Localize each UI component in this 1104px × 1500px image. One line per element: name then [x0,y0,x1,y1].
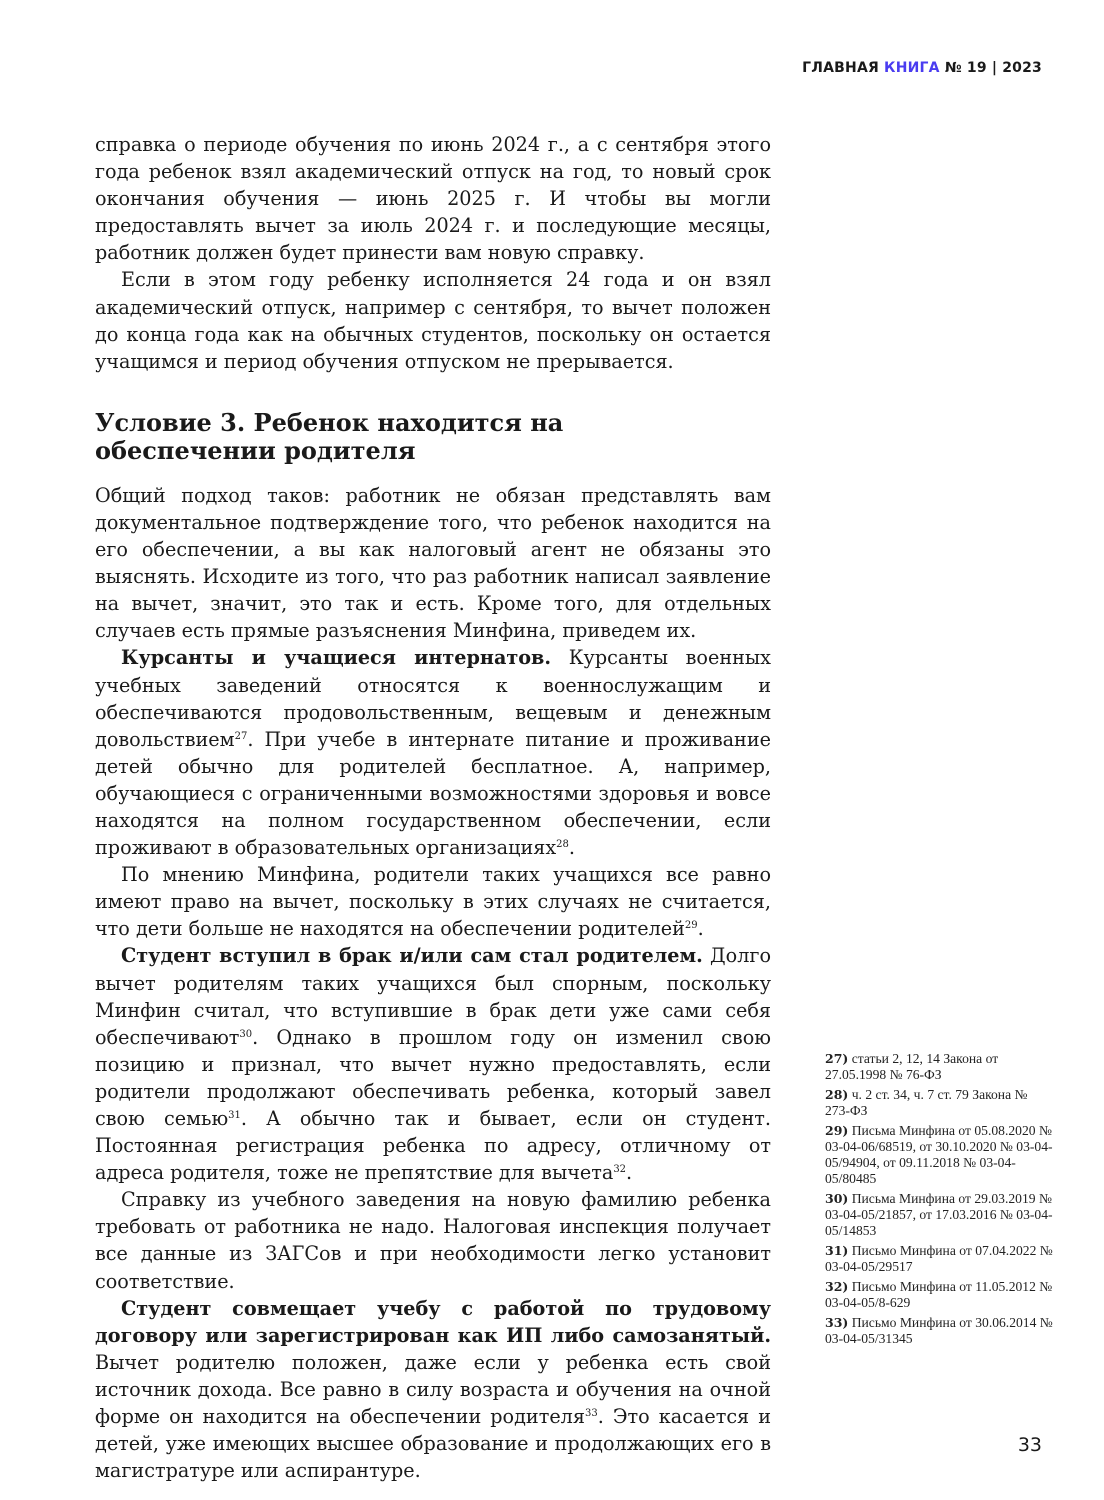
footnote-number: 31) [825,1243,849,1258]
footnote-ref[interactable]: 32 [613,1164,627,1176]
footnote-ref[interactable]: 33 [584,1408,598,1420]
footnote-number: 27) [825,1051,849,1066]
text: . При учебе в интернате питание и проживание детей обычно для родителей бесплатное. А, например, обучающиеся с ограниченными возможностями здоровья и вовсе находятся на полном государственном обеспечении, если проживают в образовательных организациях [95,727,771,860]
text: . Однако в прошлом году он изменил свою позицию и признал, что вычет нужно предоставлять, если родители продолжают обеспечивать ребенка, который завел свою семью [95,1025,771,1130]
paragraph: Если в этом году ребенку исполняется 24 года и он взял академический отпуск, например с сентября, то вычет положен до конца года как на обычных студентов, поскольку он остается учащимся и период обучения отпуском не прерывается. [95,268,771,373]
footnote [825,1191,1055,1239]
footnote-text: Письмо Минфина от 30.06.2014 № 03-04-05/31345 [825,1315,1053,1346]
footnote-text: статьи 2, 12, 14 Закона от 27.05.1998 № 76-ФЗ [825,1051,999,1082]
footnote-text: ч. 2 ст. 34, ч. 7 ст. 79 Закона № 273-ФЗ [825,1087,1028,1118]
paragraph-lead: Студент вступил в брак и/или сам стал родителем. [121,944,703,968]
text: Долго вычет родителям таких учащихся был спорным, поскольку Минфин считал, что вступившие в брак дети уже сами себя обеспечивают [95,944,772,1049]
footnote-ref[interactable]: 30 [239,1028,253,1040]
footnote-number: 32) [825,1279,849,1294]
footnote-ref[interactable]: 27 [234,730,248,742]
paragraph: справка о периоде обучения по июнь 2024 г., а с сентября этого года ребенок взял академический отпуск на год, то новый срок окончания обучения — июнь 2025 г. И чтобы вы могли предоставлять вычет за июль 2024 г. и последующие месяцы, работник должен будет принести вам новую справку. [95,133,771,265]
text: . [568,836,575,860]
footnote-number: 28) [825,1087,849,1102]
paragraph-lead: Студент совмещает учебу с работой по трудовому договору или зарегистрирован как ИП либо самозанятый. [95,1296,771,1347]
footnote [825,1279,1055,1311]
paragraph [95,1295,771,1485]
footnote [825,1087,1055,1119]
footnote-ref[interactable]: 28 [556,839,569,851]
page-number: 33 [1017,1434,1042,1456]
footnote-text: Письмо Минфина от 07.04.2022 № 03-04-05/29517 [825,1243,1053,1274]
paragraph-lead: Курсанты и учащиеся интернатов. [121,646,552,670]
text: Вычет родителю положен, даже если у ребенка есть свой источник дохода. Все равно в силу возраста и обучения на очной форме он находится на обеспечении родителя [95,1350,771,1429]
paragraph: Общий подход таков: работник не обязан представлять вам документальное подтверждение того, что ребенок находится на его обеспечении, а вы как налоговый агент не обязаны это выяснять. Исходите из того, что раз работник написал заявление на вычет, значит, это так и есть. Кроме того, для отдельных случаев есть прямые разъяснения Минфина, приведем их. [95,483,771,643]
text: Курсанты военных учебных заведений относятся к военнослужащим и обеспечиваются продовольственным, вещевым и денежным довольствием [95,646,771,751]
footnotes [825,1051,1055,1351]
article-body [95,131,771,1484]
text: . [626,1161,633,1185]
footnote-number: 30) [825,1191,849,1206]
footnote [825,1051,1055,1083]
footnote-text: Письмо Минфина от 11.05.2012 № 03-04-05/8-629 [825,1279,1053,1310]
footnote [825,1123,1055,1187]
text: . А обычно так и бывает, если он студент. Постоянная регистрация ребенка по адресу, отличному от адреса родителя, тоже не препятствие для вычета [95,1107,771,1185]
footnote [825,1315,1055,1347]
issue-number: № 19 | 2023 [944,60,1042,76]
text: По мнению Минфина, родители таких учащихся все равно имеют право на вычет, поскольку в этих случаях не считается, что дети больше не находятся на обеспечении родителей [95,863,771,941]
brand-name: ГЛАВНАЯ [802,60,879,76]
paragraph [95,644,771,861]
text: . Это касается и детей, уже имеющих высшее образование и продолжающих его в магистратуре или аспирантуре. [95,1405,771,1483]
footnote [825,1243,1055,1275]
text: . [697,917,704,941]
footnote-number: 29) [825,1123,849,1138]
footnote-number: 33) [825,1315,849,1330]
running-header [802,60,1042,76]
paragraph: Справку из учебного заведения на новую фамилию ребенка требовать от работника не надо. Налоговая инспекция получает все данные из ЗАГСов и при необходимости легко установит соответствие. [95,1188,771,1293]
brand-name-accent: КНИГА [884,60,940,76]
section-heading: Условие 3. Ребенок находится на обеспечении родителя [95,407,564,465]
footnote-ref[interactable]: 29 [684,920,698,932]
paragraph [95,942,771,1186]
paragraph [95,861,771,942]
footnote-text: Письма Минфина от 05.08.2020 № 03-04-06/68519, от 30.10.2020 № 03-04-05/94904, от 09.11.2018 № 03-04-05/80485 [825,1123,1053,1186]
footnote-text: Письма Минфина от 29.03.2019 № 03-04-05/21857, от 17.03.2016 № 03-04-05/14853 [825,1191,1053,1238]
footnote-ref[interactable]: 31 [228,1110,241,1121]
